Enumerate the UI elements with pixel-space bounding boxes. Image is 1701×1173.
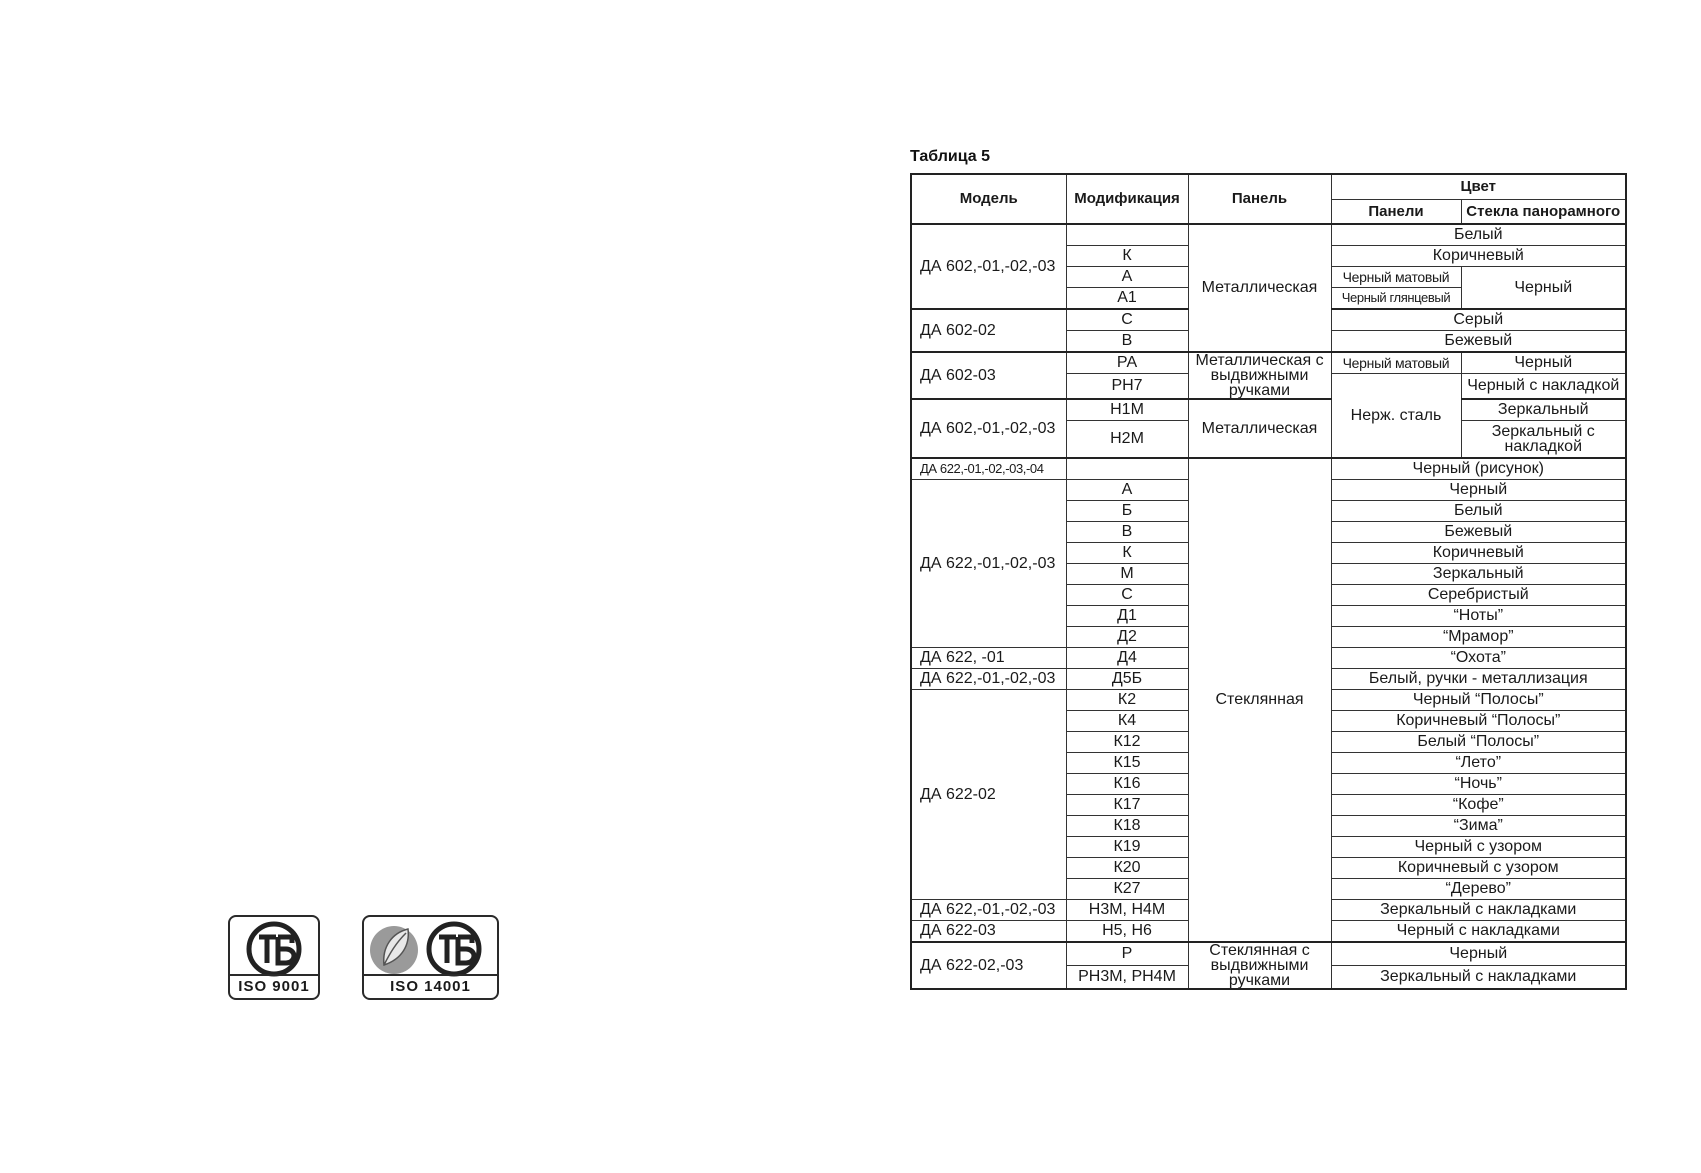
color-cell: “Кофе” <box>1331 795 1626 816</box>
mod-cell: РН3М, РН4М <box>1066 966 1188 990</box>
header-color-glass: Стекла панорамного <box>1461 200 1626 225</box>
mod-cell: Р <box>1066 942 1188 966</box>
header-color-panel: Панели <box>1331 200 1461 225</box>
header-color: Цвет <box>1331 174 1626 200</box>
mod-cell: К4 <box>1066 711 1188 732</box>
panel-cell: Металлическая <box>1188 224 1331 352</box>
mod-cell: М <box>1066 564 1188 585</box>
color-cell: Белый, ручки - металлизация <box>1331 669 1626 690</box>
table-row <box>911 458 1626 480</box>
color-cell: Серебристый <box>1331 585 1626 606</box>
logo-caption: ISO 9001 <box>230 974 318 998</box>
mod-cell: А <box>1066 480 1188 501</box>
table-row <box>911 352 1626 374</box>
color-glass-cell: Зеркальный <box>1461 399 1626 421</box>
model-cell: ДА 622-02 <box>911 690 1066 900</box>
panel-cell: Металлическая <box>1188 399 1331 458</box>
color-cell: Черный <box>1331 942 1626 966</box>
color-cell: “Ноты” <box>1331 606 1626 627</box>
mod-cell: К17 <box>1066 795 1188 816</box>
mod-cell: К18 <box>1066 816 1188 837</box>
color-panel-cell: Черный матовый <box>1331 352 1461 374</box>
color-cell: Коричневый с узором <box>1331 858 1626 879</box>
color-glass-cell: Черный с накладкой <box>1461 374 1626 400</box>
color-cell: Белый <box>1331 224 1626 246</box>
color-cell: Серый <box>1331 309 1626 331</box>
model-cell: ДА 602,-01,-02,-03 <box>911 224 1066 309</box>
model-cell: ДА 622,-01,-02,-03 <box>911 480 1066 648</box>
color-cell: Бежевый <box>1331 331 1626 353</box>
mod-cell: Д1 <box>1066 606 1188 627</box>
mod-cell: К27 <box>1066 879 1188 900</box>
table-row <box>911 399 1626 421</box>
mod-cell: А <box>1066 267 1188 288</box>
mod-cell: Н2М <box>1066 421 1188 459</box>
color-cell: Черный “Полосы” <box>1331 690 1626 711</box>
color-cell: Коричневый “Полосы” <box>1331 711 1626 732</box>
header-panel: Панель <box>1188 174 1331 224</box>
color-panel-cell: Черный матовый <box>1331 267 1461 288</box>
mod-cell: Н3М, Н4М <box>1066 900 1188 921</box>
mod-cell: К12 <box>1066 732 1188 753</box>
panel-cell: Стеклянная с выдвижными ручками <box>1188 942 1331 989</box>
leaf-stb-icon <box>364 917 497 977</box>
header-modification: Модификация <box>1066 174 1188 224</box>
color-cell: Черный с накладками <box>1331 921 1626 943</box>
color-cell: Бежевый <box>1331 522 1626 543</box>
color-cell: Черный (рисунок) <box>1331 458 1626 480</box>
color-cell: Белый <box>1331 501 1626 522</box>
logo-caption: ISO 14001 <box>364 974 497 998</box>
model-cell: ДА 602-03 <box>911 352 1066 399</box>
color-cell: “Зима” <box>1331 816 1626 837</box>
header-row <box>911 174 1626 200</box>
color-glass-cell: Черный <box>1461 352 1626 374</box>
mod-cell: Д4 <box>1066 648 1188 669</box>
mod-cell: Д2 <box>1066 627 1188 648</box>
color-cell: Белый “Полосы” <box>1331 732 1626 753</box>
color-cell: Черный с узором <box>1331 837 1626 858</box>
model-cell: ДА 622-03 <box>911 921 1066 943</box>
iso14001-logo <box>362 915 499 1000</box>
iso9001-logo <box>228 915 320 1000</box>
color-panel-cell: Черный глянцевый <box>1331 288 1461 310</box>
panel-cell: Металлическая с выдвижными ручками <box>1188 352 1331 399</box>
mod-cell: К15 <box>1066 753 1188 774</box>
model-cell: ДА 622,-01,-02,-03 <box>911 669 1066 690</box>
mod-cell: К <box>1066 246 1188 267</box>
mod-cell: С <box>1066 309 1188 331</box>
color-cell: “Охота” <box>1331 648 1626 669</box>
mod-cell: Н5, Н6 <box>1066 921 1188 943</box>
spec-table <box>910 173 1627 990</box>
model-cell: ДА 622, -01 <box>911 648 1066 669</box>
color-glass-cell: Черный <box>1461 267 1626 310</box>
mod-cell: В <box>1066 331 1188 353</box>
model-cell: ДА 602-02 <box>911 309 1066 352</box>
color-cell: Зеркальный с накладками <box>1331 900 1626 921</box>
color-panel-cell: Нерж. сталь <box>1331 374 1461 459</box>
mod-cell: А1 <box>1066 288 1188 310</box>
color-cell: Зеркальный <box>1331 564 1626 585</box>
mod-cell <box>1066 224 1188 246</box>
mod-cell: РН7 <box>1066 374 1188 400</box>
table-row <box>911 942 1626 966</box>
mod-cell: К16 <box>1066 774 1188 795</box>
panel-cell: Стеклянная <box>1188 458 1331 942</box>
color-cell: “Лето” <box>1331 753 1626 774</box>
color-cell: Коричневый <box>1331 543 1626 564</box>
mod-cell: К19 <box>1066 837 1188 858</box>
mod-cell: С <box>1066 585 1188 606</box>
mod-cell: Б <box>1066 501 1188 522</box>
header-model: Модель <box>911 174 1066 224</box>
mod-cell: РА <box>1066 352 1188 374</box>
stb-icon <box>230 917 318 977</box>
model-cell: ДА 622,-01,-02,-03,-04 <box>911 458 1066 480</box>
table-row <box>911 224 1626 246</box>
mod-cell: К20 <box>1066 858 1188 879</box>
mod-cell: К2 <box>1066 690 1188 711</box>
color-cell: Зеркальный с накладками <box>1331 966 1626 990</box>
model-cell: ДА 622,-01,-02,-03 <box>911 900 1066 921</box>
table-caption: Таблица 5 <box>910 148 991 165</box>
color-glass-cell: Зеркальный с накладкой <box>1461 421 1626 459</box>
mod-cell <box>1066 458 1188 480</box>
color-cell: Черный <box>1331 480 1626 501</box>
left-page <box>0 0 850 1173</box>
model-cell: ДА 622-02,-03 <box>911 942 1066 989</box>
color-cell: “Ночь” <box>1331 774 1626 795</box>
model-cell: ДА 602,-01,-02,-03 <box>911 399 1066 458</box>
color-cell: “Мрамор” <box>1331 627 1626 648</box>
mod-cell: В <box>1066 522 1188 543</box>
mod-cell: Д5Б <box>1066 669 1188 690</box>
mod-cell: Н1М <box>1066 399 1188 421</box>
mod-cell: К <box>1066 543 1188 564</box>
color-cell: Коричневый <box>1331 246 1626 267</box>
color-cell: “Дерево” <box>1331 879 1626 900</box>
